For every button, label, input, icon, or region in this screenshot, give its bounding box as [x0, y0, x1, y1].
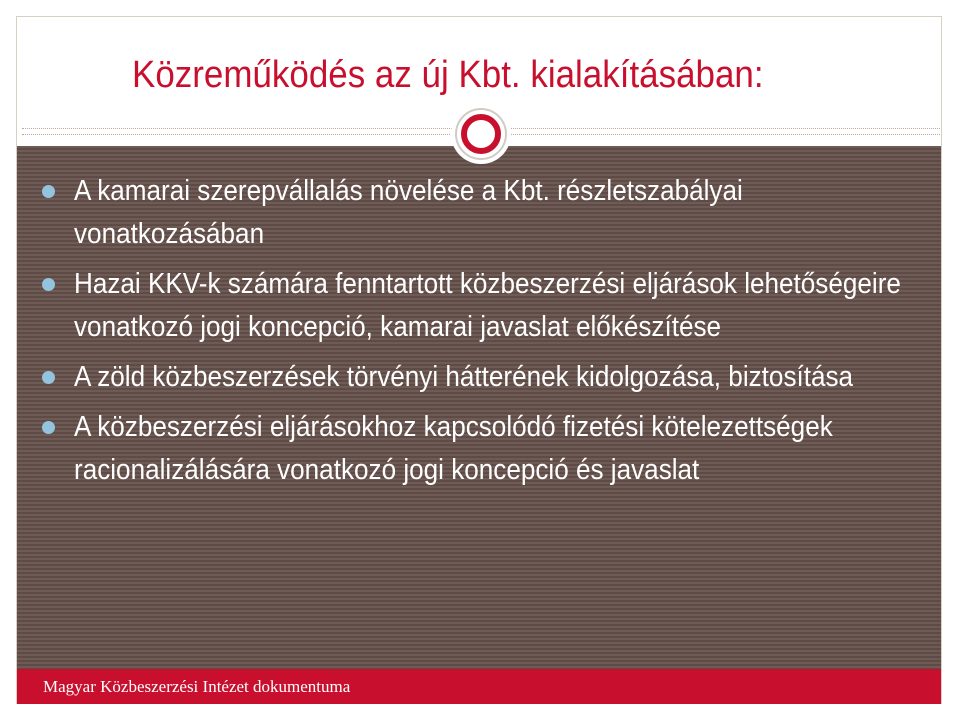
slide-title: Közreműködés az új Kbt. kialakításában:: [132, 54, 764, 96]
bullet-dot-icon: [42, 371, 55, 384]
bullet-text: A közbeszerzési eljárásokhoz kapcsolódó fizetési kötelezettségek racionalizálására vonatkozó jogi koncepció és javaslat: [74, 411, 833, 486]
footer-text: Magyar Közbeszerzési Intézet dokumentuma: [43, 677, 351, 696]
ring-ornament-icon: [451, 104, 511, 164]
bullet-dot-icon: [42, 421, 55, 434]
bullet-item: [40, 170, 920, 256]
bullet-text: A kamarai szerepvállalás növelése a Kbt. részletszabályai vonatkozásában: [74, 175, 743, 250]
bullet-text: A zöld közbeszerzések törvényi hátterének kidolgozása, biztosítása: [74, 361, 854, 393]
bullet-dot-icon: [42, 185, 55, 198]
bullet-item: [40, 406, 920, 492]
bullet-list: [40, 170, 920, 499]
bullet-item: [40, 356, 920, 399]
ring-inner: [461, 114, 501, 154]
bullet-text: Hazai KKV-k számára fenntartott közbeszerzési eljárások lehetőségeire vonatkozó jogi koncepció, kamarai javaslat előkészítése: [74, 268, 901, 343]
bullet-item: [40, 263, 920, 349]
bullet-dot-icon: [42, 278, 55, 291]
footer-bar: [17, 669, 941, 704]
